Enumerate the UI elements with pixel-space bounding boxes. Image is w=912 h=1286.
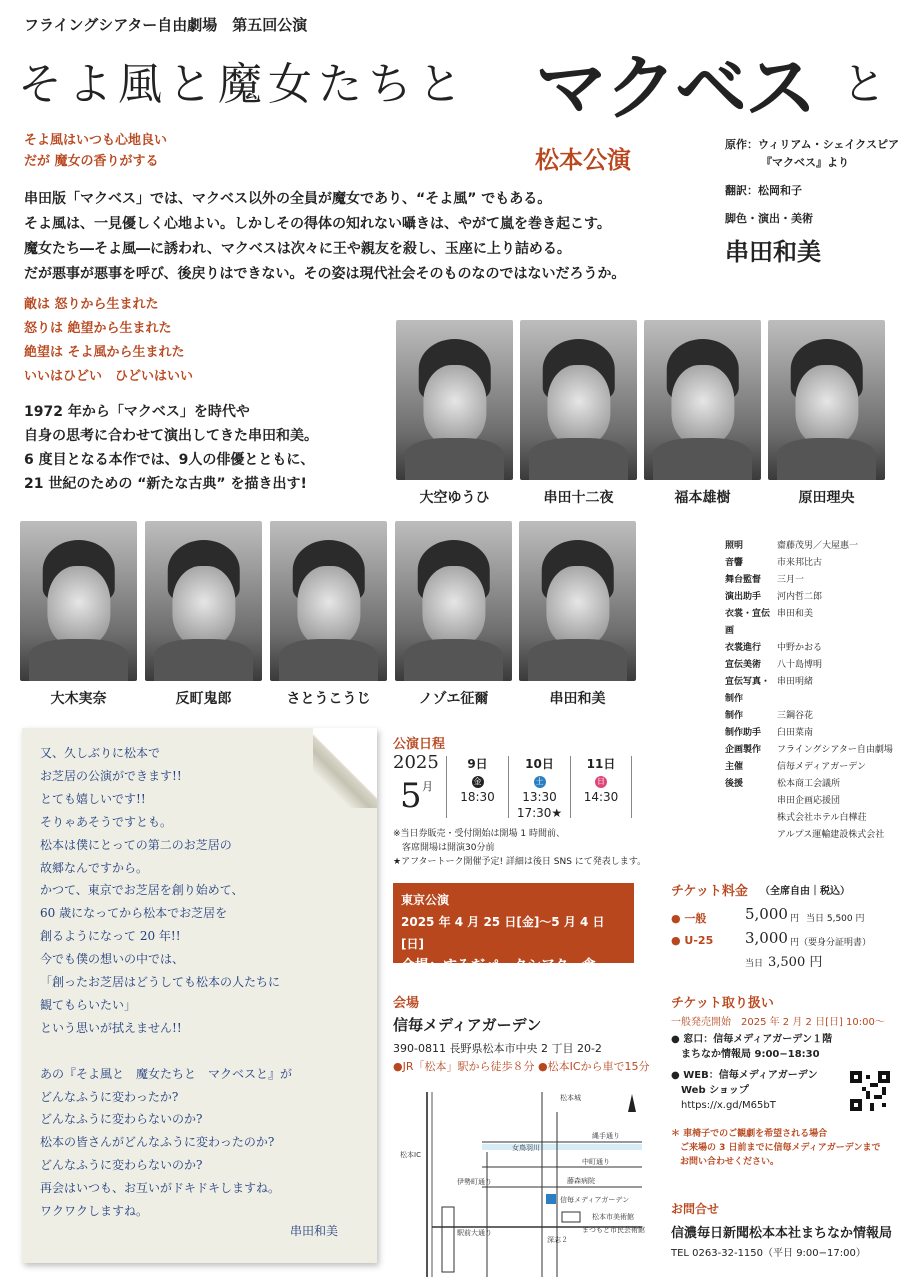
note-line: 松本の皆さんがどんなふうに変わったのか? xyxy=(40,1135,275,1150)
schedule-note: ★アフタートーク開催予定! 詳細は後日 SNS にて発表します。 xyxy=(393,857,647,867)
outlet-line: まちなか情報局 9:00−18:30 xyxy=(671,1049,820,1060)
cast-photo xyxy=(396,320,513,480)
staff-name: 信毎メディアガーデン xyxy=(777,762,867,772)
tokyo-performance-box xyxy=(393,883,634,974)
staff-row xyxy=(725,589,910,606)
staff-role: 演出助手 xyxy=(725,592,762,602)
map-label: 松本IC xyxy=(400,1151,421,1159)
tagline-line: だが 魔女の香りがする xyxy=(24,154,159,169)
map-label: 縄手通り xyxy=(592,1132,620,1140)
note-line: ワクワクしますね。 xyxy=(40,1204,149,1219)
map-label: 女鳥羽川 xyxy=(512,1144,540,1152)
cast-photo xyxy=(520,320,637,480)
staff-role xyxy=(725,810,777,827)
map-label: 深志２ xyxy=(547,1236,568,1244)
staff-name: 臼田菜南 xyxy=(777,728,814,738)
weekday-badge: 土 xyxy=(535,777,544,786)
ticket-title: チケット料金 xyxy=(671,884,748,899)
staff-name: 市来邦比古 xyxy=(777,558,823,568)
note-message xyxy=(40,742,360,1223)
weekday-badge: 日 xyxy=(597,777,605,786)
staff-row xyxy=(725,640,910,657)
staff-role: 制作助手 xyxy=(725,728,762,738)
schedule-time: 17:30★ xyxy=(516,806,563,820)
ticket-general-door: 当日 5,500 円 xyxy=(806,914,865,924)
intro-line: そよ風は、一見優しく心地よい。しかしその得体の知れない囁きは、やがて嵐を巻き起こす。 xyxy=(24,216,611,232)
qr-code-icon[interactable] xyxy=(850,1071,890,1111)
credit-director-label: 脚色・演出・美術 xyxy=(725,212,813,225)
cast-photo xyxy=(768,320,885,480)
schedule-month-unit: 月 xyxy=(422,780,433,793)
staff-row xyxy=(725,708,910,725)
map-svg xyxy=(392,1082,652,1277)
staff-row xyxy=(725,759,910,776)
tokyo-label: 東京公演 xyxy=(401,893,450,907)
note-line: どんなふうに変わったか? xyxy=(40,1089,179,1104)
credits xyxy=(725,136,905,267)
note-line: 創るようになって 20 年!! xyxy=(40,929,181,944)
wheelchair-line: ご来場の 3 日前までに信毎メディアガーデンまで xyxy=(671,1143,881,1153)
note-line: どんなふうに変わらないのか? xyxy=(40,1112,203,1127)
ticket-general-price: 5,000 xyxy=(745,905,788,923)
poem xyxy=(24,293,193,389)
staff-name: 八十島博明 xyxy=(777,660,823,670)
venue-title: 会場 xyxy=(393,996,420,1011)
note-line: とても嬉しいです!! xyxy=(40,791,146,806)
venue-access: ●JR「松本」駅から徒歩８分 ●松本ICから車で15分 xyxy=(393,1060,650,1073)
staff-row xyxy=(725,776,910,793)
staff-role: 後援 xyxy=(725,779,744,789)
schedule-notes xyxy=(393,827,646,869)
staff-role: 衣裳・宣伝画 xyxy=(725,609,771,636)
staff-role: 照明 xyxy=(725,541,744,551)
title-macbeth: マクベス xyxy=(535,46,816,130)
blurb-line: 6 度目となる本作では、9人の俳優とともに、 xyxy=(24,452,315,468)
cast-name: 串田十二夜 xyxy=(543,490,614,506)
note-line: どんなふうに変わらないのか? xyxy=(40,1158,203,1173)
subtitle-matsumoto: 松本公演 xyxy=(535,146,631,174)
cast-name: ノゾエ征爾 xyxy=(418,691,489,707)
map-label: 藤森病院 xyxy=(567,1177,595,1185)
note-line: そりゃあそうですとも。 xyxy=(40,814,173,829)
staff-row xyxy=(725,742,910,759)
outlet-line: ● 窓口：信毎メディアガーデン１階 xyxy=(671,1034,833,1045)
note-line: 松本は僕にとっての第二のお芝居の xyxy=(40,837,232,852)
staff-role: 音響 xyxy=(725,558,744,568)
cast-photo xyxy=(20,521,137,681)
schedule-day xyxy=(446,756,508,818)
note-line: 故郷なんですから。 xyxy=(40,860,149,875)
schedule-day-date: 9日 xyxy=(467,757,488,771)
ticket-u25-door: 3,500 円 xyxy=(768,955,823,970)
note-line: 又、久しぶりに松本で xyxy=(40,746,161,760)
staff-role: 宣伝美術 xyxy=(725,660,762,670)
staff-role: 制作 xyxy=(725,711,744,721)
staff-name: フライングシアター自由劇場 xyxy=(777,745,893,755)
map-label: 中町通り xyxy=(582,1158,610,1166)
note-line: 観てもらいたい」 xyxy=(40,997,137,1012)
note-line: 「創ったお芝居はどうしても松本の人たちに xyxy=(40,975,281,990)
title-main: そよ風と魔女たちと xyxy=(18,59,468,110)
staff-role: 主催 xyxy=(725,762,744,772)
ticket-u25-label: ● U-25 xyxy=(671,934,714,947)
intro-line: 串田版「マクベス」では、マクベス以外の全員が魔女であり、“そよ風” でもある。 xyxy=(24,191,552,207)
staff-row xyxy=(725,606,910,640)
poem-line: 怒りは 絶望から生まれた xyxy=(24,321,172,336)
poem-line: いいはひどい ひどいはいい xyxy=(24,369,194,384)
note-line: 再会はいつも、お互いがドキドキしますね。 xyxy=(40,1181,281,1196)
staff-name: 松本商工会議所 xyxy=(777,779,841,789)
ticket-subtitle: （全席自由｜税込） xyxy=(760,886,850,897)
map-label: 信毎メディアガーデン xyxy=(560,1196,630,1204)
staff-name: 三鋼谷花 xyxy=(777,711,814,721)
staff-row xyxy=(725,827,910,844)
credit-director-name: 串田和美 xyxy=(725,237,821,266)
schedule-day xyxy=(570,756,632,818)
contact-name: 信濃毎日新聞松本本社まちなか情報局 xyxy=(671,1226,893,1241)
cast-name: 反町鬼郎 xyxy=(175,691,232,707)
schedule-day-date: 11日 xyxy=(586,757,616,771)
staff-role: 舞台監督 xyxy=(725,575,762,585)
schedule-month: 5 xyxy=(400,776,422,816)
credit-translation: 翻訳：松岡和子 xyxy=(725,184,802,197)
tagline-line: そよ風はいつも心地良い xyxy=(24,133,168,148)
venue-address: 390-0811 長野県松本市中央 2 丁目 20-2 xyxy=(393,1042,602,1055)
cast-name: 福本雄樹 xyxy=(674,490,731,506)
wheelchair-line: お問い合わせください。 xyxy=(671,1157,780,1167)
header-kicker: フライングシアター自由劇場 第五回公演 xyxy=(24,16,308,34)
cast-name: さとうこうじ xyxy=(286,691,371,707)
staff-role: 宣伝写真・制作 xyxy=(725,677,771,704)
cast-name: 大木実奈 xyxy=(50,691,107,707)
ticket-u25-door-label: 当日 xyxy=(745,959,764,969)
title-suffix: と xyxy=(842,59,886,110)
cast-photo xyxy=(519,521,636,681)
tagline xyxy=(24,130,167,172)
contact-title: お問合せ xyxy=(671,1202,720,1216)
staff-list xyxy=(725,538,910,844)
note-line: かつて、東京でお芝居を創り始めて、 xyxy=(40,883,244,898)
handling-release: 一般発売開始 2025 年 2 月 2 日[日] 10:00〜 xyxy=(671,1017,885,1028)
ticket-general-label: ● 一般 xyxy=(671,912,707,925)
ticket-u25-price: 3,000 xyxy=(745,929,788,947)
map-label: 松本城 xyxy=(560,1094,581,1102)
poem-line: 敵は 怒りから生まれた xyxy=(24,297,159,312)
cast-photo xyxy=(145,521,262,681)
staff-row xyxy=(725,793,910,810)
cast-photo xyxy=(270,521,387,681)
poem-line: 絶望は そよ風から生まれた xyxy=(24,345,185,360)
staff-name: 串田企画応援団 xyxy=(777,796,841,806)
staff-role: 衣裳進行 xyxy=(725,643,762,653)
schedule-title: 公演日程 xyxy=(393,737,446,752)
blurb-line: 1972 年から「マクベス」を時代や xyxy=(24,404,250,420)
venue-name: 信毎メディアガーデン xyxy=(393,1016,542,1034)
staff-name: 齋藤茂男／大屋惠一 xyxy=(777,541,859,551)
schedule-note: 客席開場は開演30分前 xyxy=(393,843,495,853)
blurb xyxy=(24,400,318,496)
staff-row xyxy=(725,572,910,589)
weekday-badge: 金 xyxy=(473,777,482,786)
staff-row xyxy=(725,810,910,827)
venue-map xyxy=(392,1082,652,1277)
credit-original-line: 『マクベス』より xyxy=(761,156,849,169)
schedule-time: 18:30 xyxy=(460,790,495,804)
staff-name: 串田和美 xyxy=(777,609,814,619)
cast-name: 原田理央 xyxy=(798,490,855,506)
handling-title: チケット取り扱い xyxy=(671,996,774,1011)
schedule-time: 13:30 xyxy=(522,790,557,804)
map-label: 伊勢町通り xyxy=(457,1178,492,1186)
cast-photo xyxy=(395,521,512,681)
ticket-u25-note: 円（要身分証明書） xyxy=(790,938,872,948)
staff-role xyxy=(725,793,777,810)
note-line: 今でも僕の想いの中では、 xyxy=(40,952,185,967)
tokyo-dates: 2025 年 4 月 25 日[金]〜5 月 4 日[日] xyxy=(401,915,605,951)
note-line: 60 歳になってから松本でお芝居を xyxy=(40,906,228,921)
map-label: 松本市美術館 xyxy=(592,1213,634,1221)
note-line: お芝居の公演ができます!! xyxy=(40,768,182,783)
schedule-time: 14:30 xyxy=(583,790,619,804)
staff-name: アルプス運輸建設株式会社 xyxy=(777,830,885,840)
tokyo-venue: 会場：すみだパークシアター倉 xyxy=(401,958,597,974)
staff-row xyxy=(725,538,910,555)
note-line: という思いが拭えません!! xyxy=(40,1020,182,1035)
intro-text xyxy=(24,187,625,287)
note-line xyxy=(40,1040,360,1063)
cast-name: 大空ゆうひ xyxy=(419,490,490,506)
schedule-year: 2025 xyxy=(393,752,439,773)
blurb-line: 21 世紀のための “新たな古典” を描き出す! xyxy=(24,476,307,492)
staff-role xyxy=(725,827,777,844)
intro-line: 魔女たち―そよ風―に誘われ、マクベスは次々に王や親友を殺し、玉座に上り詰める。 xyxy=(24,241,571,257)
staff-name: 中野かおる xyxy=(777,643,823,653)
note-signature: 串田和美 xyxy=(290,1224,339,1238)
staff-name: 串田明緒 xyxy=(777,677,814,687)
contact-tel: TEL 0263-32-1150（平日 9:00−17:00） xyxy=(671,1248,866,1259)
outlet-counter xyxy=(671,1032,832,1062)
schedule-note: ※当日券販売・受付開始は開場 1 時間前、 xyxy=(393,829,565,839)
cast-photo xyxy=(644,320,761,480)
staff-row xyxy=(725,555,910,572)
credit-original xyxy=(725,136,905,172)
staff-name: 河内哲二郎 xyxy=(777,592,823,602)
staff-row xyxy=(725,725,910,742)
note-line: あの『そよ風と 魔女たちと マクベスと』が xyxy=(40,1066,293,1081)
map-label: まつもと市民芸術館 xyxy=(582,1226,645,1234)
wheelchair-line: ＊ 車椅子でのご観劇を希望される場合 xyxy=(671,1129,828,1139)
outlet-line: Web ショップ xyxy=(671,1085,749,1096)
outlet-line: ● WEB：信毎メディアガーデン xyxy=(671,1070,818,1081)
cast-name: 串田和美 xyxy=(549,691,606,707)
venue-marker-icon xyxy=(546,1194,556,1204)
staff-row xyxy=(725,657,910,674)
intro-line: だが悪事が悪事を呼び、後戻りはできない。その姿は現代社会そのものなのではないだろうか。 xyxy=(24,266,626,282)
staff-name: 株式会社ホテル白樺荘 xyxy=(777,813,867,823)
credit-original-line: 原作：ウィリアム・シェイクスピア xyxy=(725,138,900,151)
outlet-url[interactable]: https://x.gd/M65bT xyxy=(671,1100,776,1111)
map-label: 駅前大通り xyxy=(457,1229,492,1237)
staff-row xyxy=(725,674,910,708)
ticket-yen: 円 xyxy=(790,914,800,924)
staff-name: 三月一 xyxy=(777,575,805,585)
blurb-line: 自身の思考に合わせて演出してきた串田和美。 xyxy=(24,428,318,444)
wheelchair-note xyxy=(671,1127,881,1169)
schedule-day xyxy=(508,756,570,818)
schedule-day-date: 10日 xyxy=(525,757,554,771)
outlet-web xyxy=(671,1068,818,1113)
staff-role: 企画製作 xyxy=(725,745,762,755)
